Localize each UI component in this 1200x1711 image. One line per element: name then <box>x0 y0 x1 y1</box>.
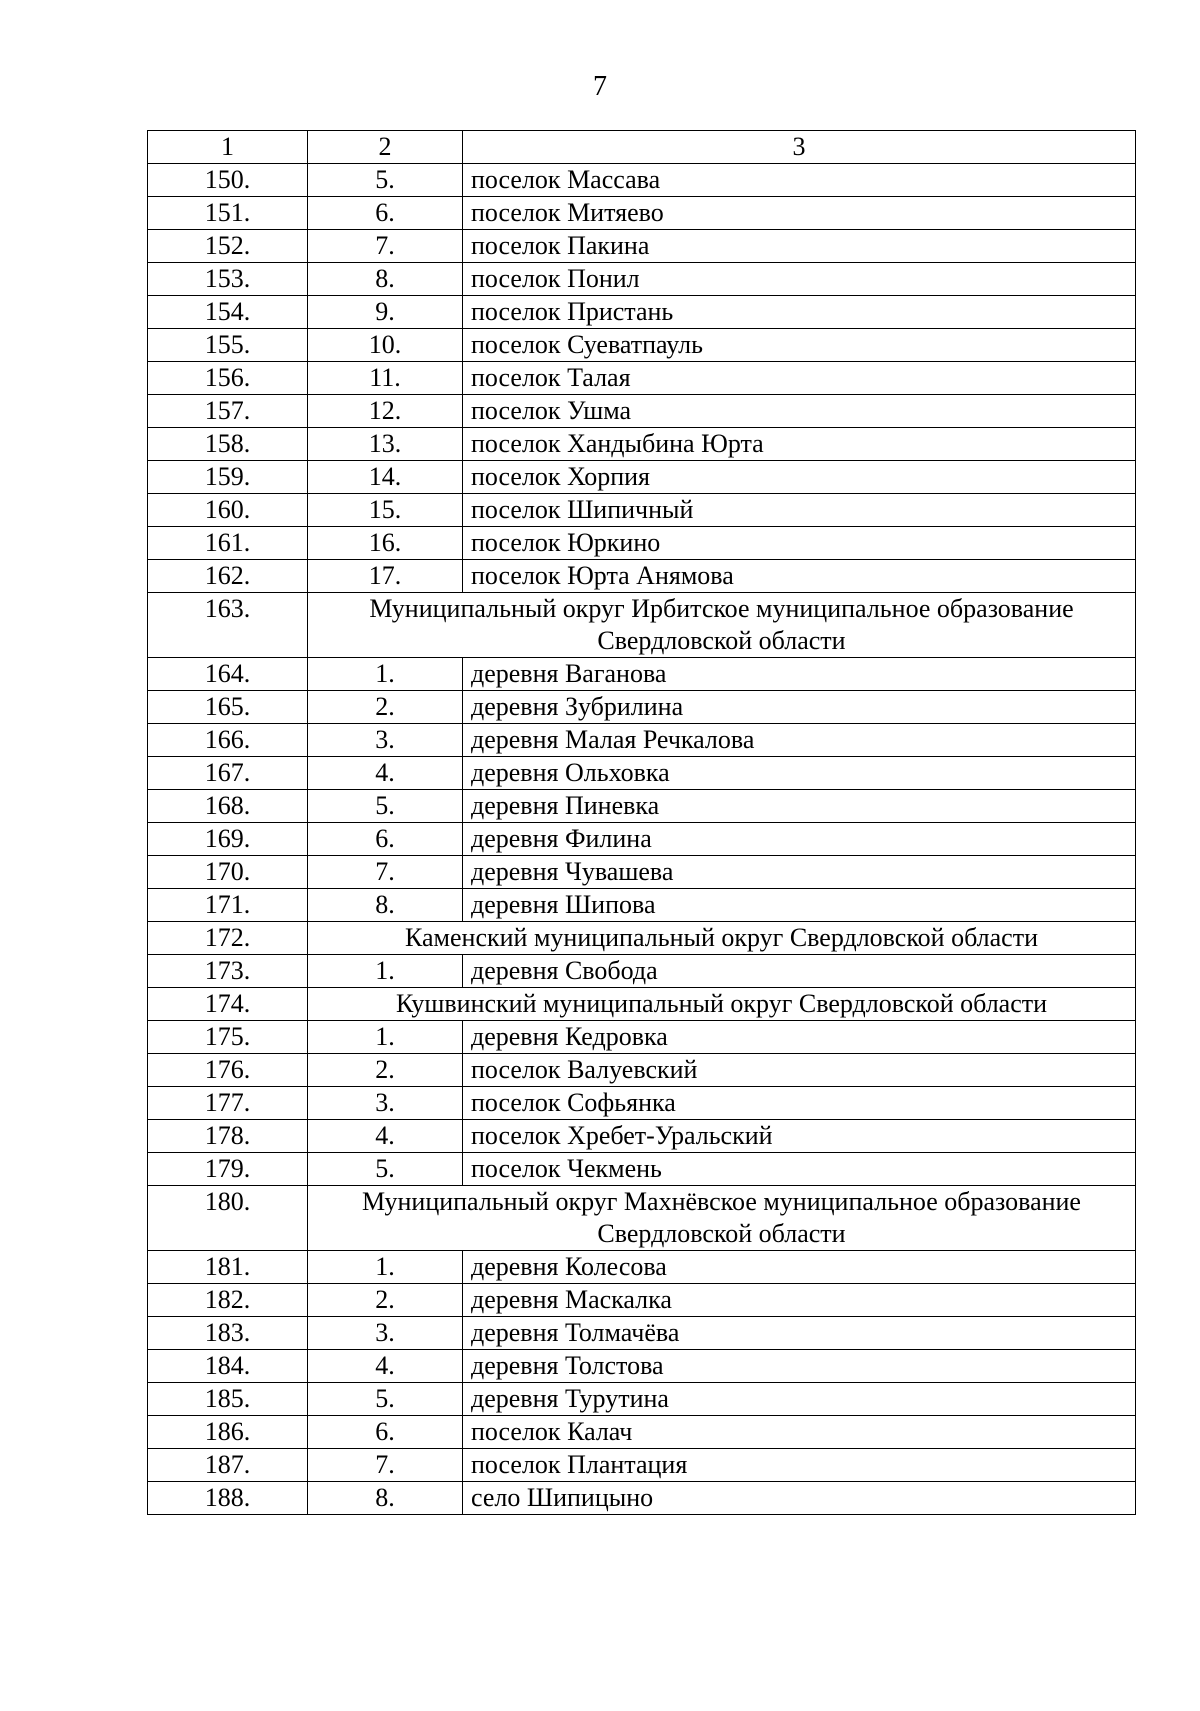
row-number: 175. <box>148 1021 308 1054</box>
table-body <box>148 164 1136 1515</box>
sub-number: 4. <box>308 757 463 790</box>
table-row <box>148 527 1136 560</box>
row-number: 184. <box>148 1350 308 1383</box>
section-row <box>148 922 1136 955</box>
sub-number: 12. <box>308 395 463 428</box>
table-row <box>148 856 1136 889</box>
row-number: 177. <box>148 1087 308 1120</box>
table-row <box>148 1120 1136 1153</box>
settlements-table <box>147 130 1136 1515</box>
sub-number: 5. <box>308 164 463 197</box>
row-number: 150. <box>148 164 308 197</box>
table-row <box>148 757 1136 790</box>
table-row <box>148 691 1136 724</box>
table-row <box>148 1383 1136 1416</box>
row-number: 173. <box>148 955 308 988</box>
settlement-name: поселок Хандыбина Юрта <box>463 428 1136 461</box>
settlement-name: деревня Толмачёва <box>463 1317 1136 1350</box>
settlement-name: деревня Зубрилина <box>463 691 1136 724</box>
sub-number: 8. <box>308 1482 463 1515</box>
row-number: 165. <box>148 691 308 724</box>
table-row <box>148 494 1136 527</box>
row-number: 181. <box>148 1251 308 1284</box>
sub-number: 5. <box>308 1153 463 1186</box>
sub-number: 17. <box>308 560 463 593</box>
settlement-name: поселок Юрта Анямова <box>463 560 1136 593</box>
row-number: 180. <box>148 1186 308 1251</box>
row-number: 162. <box>148 560 308 593</box>
table-row <box>148 230 1136 263</box>
table-row <box>148 164 1136 197</box>
table-row <box>148 1482 1136 1515</box>
settlement-name: поселок Валуевский <box>463 1054 1136 1087</box>
sub-number: 7. <box>308 1449 463 1482</box>
section-title: Муниципальный округ Ирбитское муниципальное образование Свердловской области <box>308 593 1136 658</box>
row-number: 167. <box>148 757 308 790</box>
sub-number: 10. <box>308 329 463 362</box>
table-row <box>148 1251 1136 1284</box>
row-number: 171. <box>148 889 308 922</box>
sub-number: 1. <box>308 658 463 691</box>
page-number: 7 <box>593 71 607 102</box>
settlement-name: поселок Пакина <box>463 230 1136 263</box>
sub-number: 1. <box>308 1251 463 1284</box>
row-number: 179. <box>148 1153 308 1186</box>
settlement-name: деревня Кедровка <box>463 1021 1136 1054</box>
row-number: 187. <box>148 1449 308 1482</box>
settlement-name: деревня Малая Речкалова <box>463 724 1136 757</box>
row-number: 185. <box>148 1383 308 1416</box>
section-row <box>148 593 1136 658</box>
section-title: Кушвинский муниципальный округ Свердловской области <box>308 988 1136 1021</box>
sub-number: 2. <box>308 1284 463 1317</box>
section-title: Муниципальный округ Махнёвское муниципальное образование Свердловской области <box>308 1186 1136 1251</box>
table-header-row <box>148 131 1136 164</box>
row-number: 157. <box>148 395 308 428</box>
settlement-name: деревня Ольховка <box>463 757 1136 790</box>
row-number: 174. <box>148 988 308 1021</box>
table-row <box>148 1153 1136 1186</box>
settlement-name: поселок Митяево <box>463 197 1136 230</box>
table-row <box>148 823 1136 856</box>
row-number: 159. <box>148 461 308 494</box>
sub-number: 6. <box>308 1416 463 1449</box>
row-number: 188. <box>148 1482 308 1515</box>
table-row <box>148 1021 1136 1054</box>
column-header: 3 <box>463 131 1136 164</box>
settlement-name: деревня Турутина <box>463 1383 1136 1416</box>
settlement-name: деревня Свобода <box>463 955 1136 988</box>
sub-number: 4. <box>308 1120 463 1153</box>
sub-number: 8. <box>308 889 463 922</box>
settlement-name: село Шипицыно <box>463 1482 1136 1515</box>
column-header: 2 <box>308 131 463 164</box>
settlement-name: поселок Ушма <box>463 395 1136 428</box>
settlement-name: поселок Пристань <box>463 296 1136 329</box>
settlement-name: поселок Плантация <box>463 1449 1136 1482</box>
table-row <box>148 1317 1136 1350</box>
row-number: 152. <box>148 230 308 263</box>
row-number: 164. <box>148 658 308 691</box>
settlement-name: поселок Софьянка <box>463 1087 1136 1120</box>
sub-number: 5. <box>308 1383 463 1416</box>
table-row <box>148 296 1136 329</box>
row-number: 153. <box>148 263 308 296</box>
table-row <box>148 955 1136 988</box>
settlement-name: деревня Ваганова <box>463 658 1136 691</box>
row-number: 170. <box>148 856 308 889</box>
column-header: 1 <box>148 131 308 164</box>
table-row <box>148 1284 1136 1317</box>
sub-number: 3. <box>308 1317 463 1350</box>
row-number: 172. <box>148 922 308 955</box>
sub-number: 1. <box>308 955 463 988</box>
sub-number: 4. <box>308 1350 463 1383</box>
table-row <box>148 1087 1136 1120</box>
row-number: 160. <box>148 494 308 527</box>
sub-number: 5. <box>308 790 463 823</box>
settlement-name: деревня Шипова <box>463 889 1136 922</box>
table-row <box>148 1350 1136 1383</box>
row-number: 155. <box>148 329 308 362</box>
settlement-name: деревня Филина <box>463 823 1136 856</box>
table-row <box>148 1449 1136 1482</box>
table-row <box>148 724 1136 757</box>
settlement-name: деревня Колесова <box>463 1251 1136 1284</box>
settlement-name: поселок Калач <box>463 1416 1136 1449</box>
row-number: 166. <box>148 724 308 757</box>
table-row <box>148 889 1136 922</box>
table-row <box>148 395 1136 428</box>
table-row <box>148 329 1136 362</box>
row-number: 186. <box>148 1416 308 1449</box>
settlement-name: поселок Массава <box>463 164 1136 197</box>
settlement-name: поселок Юркино <box>463 527 1136 560</box>
section-row <box>148 988 1136 1021</box>
settlement-name: деревня Пиневка <box>463 790 1136 823</box>
sub-number: 3. <box>308 1087 463 1120</box>
sub-number: 15. <box>308 494 463 527</box>
table-row <box>148 197 1136 230</box>
sub-number: 9. <box>308 296 463 329</box>
row-number: 178. <box>148 1120 308 1153</box>
sub-number: 8. <box>308 263 463 296</box>
row-number: 158. <box>148 428 308 461</box>
sub-number: 3. <box>308 724 463 757</box>
sub-number: 13. <box>308 428 463 461</box>
row-number: 169. <box>148 823 308 856</box>
table-row <box>148 1054 1136 1087</box>
settlement-name: поселок Хорпия <box>463 461 1136 494</box>
table-row <box>148 362 1136 395</box>
table-row <box>148 428 1136 461</box>
settlement-name: деревня Толстова <box>463 1350 1136 1383</box>
settlement-name: деревня Маскалка <box>463 1284 1136 1317</box>
sub-number: 14. <box>308 461 463 494</box>
row-number: 161. <box>148 527 308 560</box>
settlement-name: поселок Чекмень <box>463 1153 1136 1186</box>
row-number: 176. <box>148 1054 308 1087</box>
sub-number: 7. <box>308 230 463 263</box>
settlement-name: поселок Суеватпауль <box>463 329 1136 362</box>
section-title: Каменский муниципальный округ Свердловской области <box>308 922 1136 955</box>
table-row <box>148 560 1136 593</box>
sub-number: 6. <box>308 197 463 230</box>
settlement-name: поселок Шипичный <box>463 494 1136 527</box>
table-row <box>148 461 1136 494</box>
row-number: 151. <box>148 197 308 230</box>
settlement-name: поселок Талая <box>463 362 1136 395</box>
sub-number: 2. <box>308 1054 463 1087</box>
table-row <box>148 1416 1136 1449</box>
sub-number: 11. <box>308 362 463 395</box>
table-row <box>148 790 1136 823</box>
sub-number: 16. <box>308 527 463 560</box>
table-row <box>148 263 1136 296</box>
settlement-name: поселок Хребет-Уральский <box>463 1120 1136 1153</box>
settlement-name: деревня Чувашева <box>463 856 1136 889</box>
row-number: 163. <box>148 593 308 658</box>
sub-number: 7. <box>308 856 463 889</box>
row-number: 168. <box>148 790 308 823</box>
table-row <box>148 658 1136 691</box>
row-number: 182. <box>148 1284 308 1317</box>
row-number: 154. <box>148 296 308 329</box>
section-row <box>148 1186 1136 1251</box>
sub-number: 2. <box>308 691 463 724</box>
sub-number: 6. <box>308 823 463 856</box>
row-number: 183. <box>148 1317 308 1350</box>
row-number: 156. <box>148 362 308 395</box>
sub-number: 1. <box>308 1021 463 1054</box>
settlement-name: поселок Понил <box>463 263 1136 296</box>
